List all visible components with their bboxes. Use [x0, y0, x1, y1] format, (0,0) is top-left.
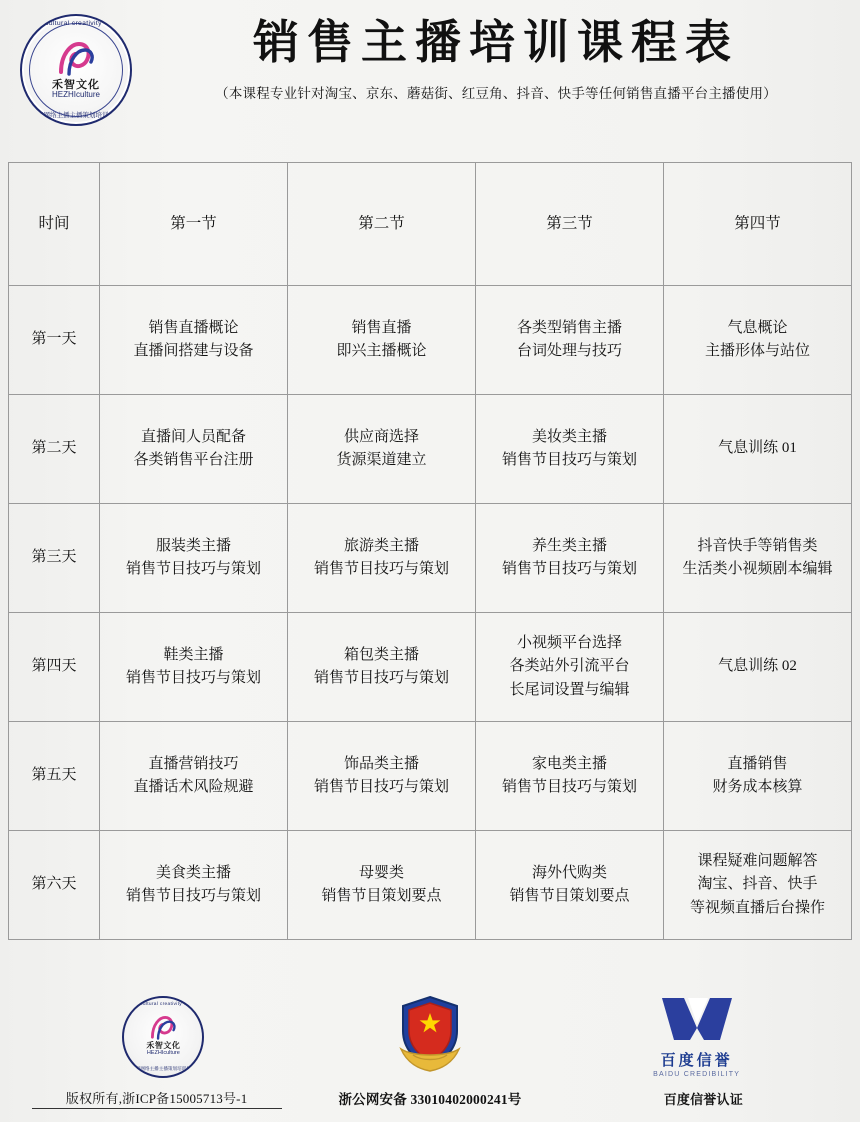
cell-day4-period1 [100, 613, 288, 722]
table-row [9, 613, 852, 722]
page-subtitle: （本课程专业针对淘宝、京东、蘑菇街、红豆角、抖音、快手等任何销售直播平台主播使用） [215, 85, 777, 101]
cell-line: 养生类主播 [531, 537, 607, 554]
cell-line: 销售节目技巧与策划 [125, 670, 261, 686]
table-row [9, 831, 852, 940]
badge-police-emblem [315, 993, 545, 1078]
cell-line: 气息训练 02 [718, 658, 797, 675]
schedule-table-wrap [0, 162, 860, 940]
cell-line: 销售直播 [351, 319, 412, 336]
table-row [9, 722, 852, 831]
cell-day1-period1 [100, 286, 288, 395]
cell-day5-period1 [100, 722, 288, 831]
cell-day3-period2 [288, 504, 476, 613]
footer-badges [0, 982, 860, 1078]
cell-line: 直播间搭建与设备 [133, 343, 254, 359]
badge-company-seal [48, 996, 278, 1078]
cell-line: 销售节目技巧与策划 [313, 670, 449, 686]
cell-day4-period3 [476, 613, 664, 722]
header-cell-period-2: 第二节 [288, 163, 476, 286]
document-header [0, 0, 860, 130]
cell-line: 鞋类主播 [163, 646, 224, 663]
cell-line: 生活类小视频剧本编辑 [682, 561, 833, 577]
cell-line: 各类销售平台注册 [133, 452, 254, 468]
cell-day6-period2 [288, 831, 476, 940]
baidu-cert-text: 百度信誉认证 [663, 1091, 743, 1107]
baidu-badge [637, 996, 757, 1078]
cell-line: 美妆类主播 [531, 428, 607, 445]
cell-line: 销售节目策划要点 [321, 888, 442, 904]
cell-line: 直播营销技巧 [148, 755, 239, 772]
cell-line: 海外代购类 [531, 864, 607, 881]
cell-line: 销售直播概论 [148, 319, 239, 336]
cell-line: 销售节目技巧与策划 [313, 561, 449, 577]
title-block [138, 10, 846, 102]
cell-day2-period3 [476, 395, 664, 504]
header-cell-period-4: 第四节 [664, 163, 852, 286]
row-label-day-2: 第二天 [9, 395, 100, 504]
company-logo [14, 12, 138, 124]
cell-day6-period3 [476, 831, 664, 940]
copyright-text: 版权所有,浙ICP备15005713号-1 [32, 1088, 282, 1109]
badge-baidu-credibility [582, 996, 812, 1078]
cell-day2-period2 [288, 395, 476, 504]
police-emblem-icon [387, 993, 473, 1073]
schedule-table [8, 162, 852, 940]
company-seal-icon [122, 996, 204, 1078]
cell-day5-period4 [664, 722, 852, 831]
footer-text-row [0, 1078, 860, 1118]
cell-line: 销售节目技巧与策划 [313, 779, 449, 795]
cell-line: 各类站外引流平台 [509, 658, 630, 675]
cell-line: 长尾词设置与编辑 [509, 681, 630, 698]
cell-day1-period2 [288, 286, 476, 395]
cell-day2-period1 [100, 395, 288, 504]
table-header-row [9, 163, 852, 286]
cell-line: 直播话术风险规避 [133, 779, 254, 795]
cell-line: 各类型销售主播 [516, 319, 622, 336]
baidu-name-en: BAIDU CREDIBILITY [653, 1071, 741, 1078]
baidu-v-icon [660, 996, 734, 1040]
table-row [9, 504, 852, 613]
cell-line: 即兴主播概论 [336, 343, 427, 359]
cell-line: 课程疑难问题解答 [697, 853, 818, 870]
cell-line: 销售节目技巧与策划 [501, 561, 637, 577]
header-cell-period-1: 第一节 [100, 163, 288, 286]
cell-line: 销售节目技巧与策划 [125, 561, 261, 577]
cell-line: 销售节目策划要点 [509, 888, 630, 904]
cell-line: 等视频直播后台操作 [689, 899, 825, 916]
page-title: 销售主播培训课程表 [253, 17, 739, 68]
logo-arc-text-bottom: 禾智网络主播主播策划培训机构 [131, 1066, 196, 1071]
cell-line: 抖音快手等销售类 [697, 537, 818, 554]
cell-day4-period2 [288, 613, 476, 722]
cell-line: 直播间人员配备 [140, 428, 246, 445]
logo-brush-mark [55, 42, 97, 76]
cell-day1-period3 [476, 286, 664, 395]
cell-line: 台词处理与技巧 [516, 343, 622, 359]
cell-line: 饰品类主播 [343, 755, 419, 772]
cell-day4-period4 [664, 613, 852, 722]
cell-line: 供应商选择 [343, 428, 419, 445]
cell-day3-period4 [664, 504, 852, 613]
cell-day2-period4 [664, 395, 852, 504]
cell-line: 气息概论 [727, 319, 788, 336]
logo-name-cn: 禾智文化 [146, 1041, 181, 1050]
cell-line: 箱包类主播 [343, 646, 419, 663]
header-cell-period-3: 第三节 [476, 163, 664, 286]
cell-day1-period4 [664, 286, 852, 395]
table-row [9, 286, 852, 395]
cell-line: 淘宝、抖音、快手 [697, 876, 818, 893]
row-label-day-6: 第六天 [9, 831, 100, 940]
table-head [9, 163, 852, 286]
header-cell-time: 时间 [9, 163, 100, 286]
table-body [9, 286, 852, 940]
cell-line: 销售节目技巧与策划 [125, 888, 261, 904]
cell-day6-period1 [100, 831, 288, 940]
cell-line: 母婴类 [358, 864, 404, 881]
cell-day6-period4 [664, 831, 852, 940]
logo-arc-text-top: Hezhi cultural creativity Co.,Ltd [23, 20, 129, 27]
cell-day5-period2 [288, 722, 476, 831]
cell-line: 货源渠道建立 [336, 452, 427, 468]
row-label-day-5: 第五天 [9, 722, 100, 831]
baidu-name-cn: 百度信誉 [660, 1052, 733, 1069]
cell-line: 销售节目技巧与策划 [501, 452, 637, 468]
row-label-day-1: 第一天 [9, 286, 100, 395]
logo-name-en: HEZHIculture [146, 1050, 180, 1056]
cell-line: 销售节目技巧与策划 [501, 779, 637, 795]
cell-line: 财务成本核算 [712, 779, 803, 795]
cell-line: 家电类主播 [531, 755, 607, 772]
logo-seal [20, 14, 132, 126]
cell-line: 直播销售 [727, 755, 788, 772]
logo-brush-mark [148, 1016, 178, 1040]
cell-line: 小视频平台选择 [516, 635, 622, 652]
table-row [9, 395, 852, 504]
cell-line: 主播形体与站位 [704, 343, 810, 359]
document-footer [0, 982, 860, 1122]
cell-day3-period1 [100, 504, 288, 613]
cell-line: 气息训练 01 [718, 440, 797, 457]
row-label-day-4: 第四天 [9, 613, 100, 722]
row-label-day-3: 第三天 [9, 504, 100, 613]
cell-day3-period3 [476, 504, 664, 613]
logo-arc-text-bottom: 禾智网络主播主播策划培训机构 [30, 112, 122, 119]
logo-arc-text-top: Hezhi cultural creativity Co.,Ltd [124, 1001, 202, 1006]
cell-day5-period3 [476, 722, 664, 831]
logo-name-cn: 禾智文化 [52, 79, 100, 91]
cell-line: 美食类主播 [155, 864, 231, 881]
cell-line: 服装类主播 [155, 537, 231, 554]
police-record-text: 浙公网安备 33010402000241号 [338, 1092, 522, 1107]
cell-line: 旅游类主播 [343, 537, 419, 554]
logo-name-en: HEZHIculture [51, 90, 100, 99]
